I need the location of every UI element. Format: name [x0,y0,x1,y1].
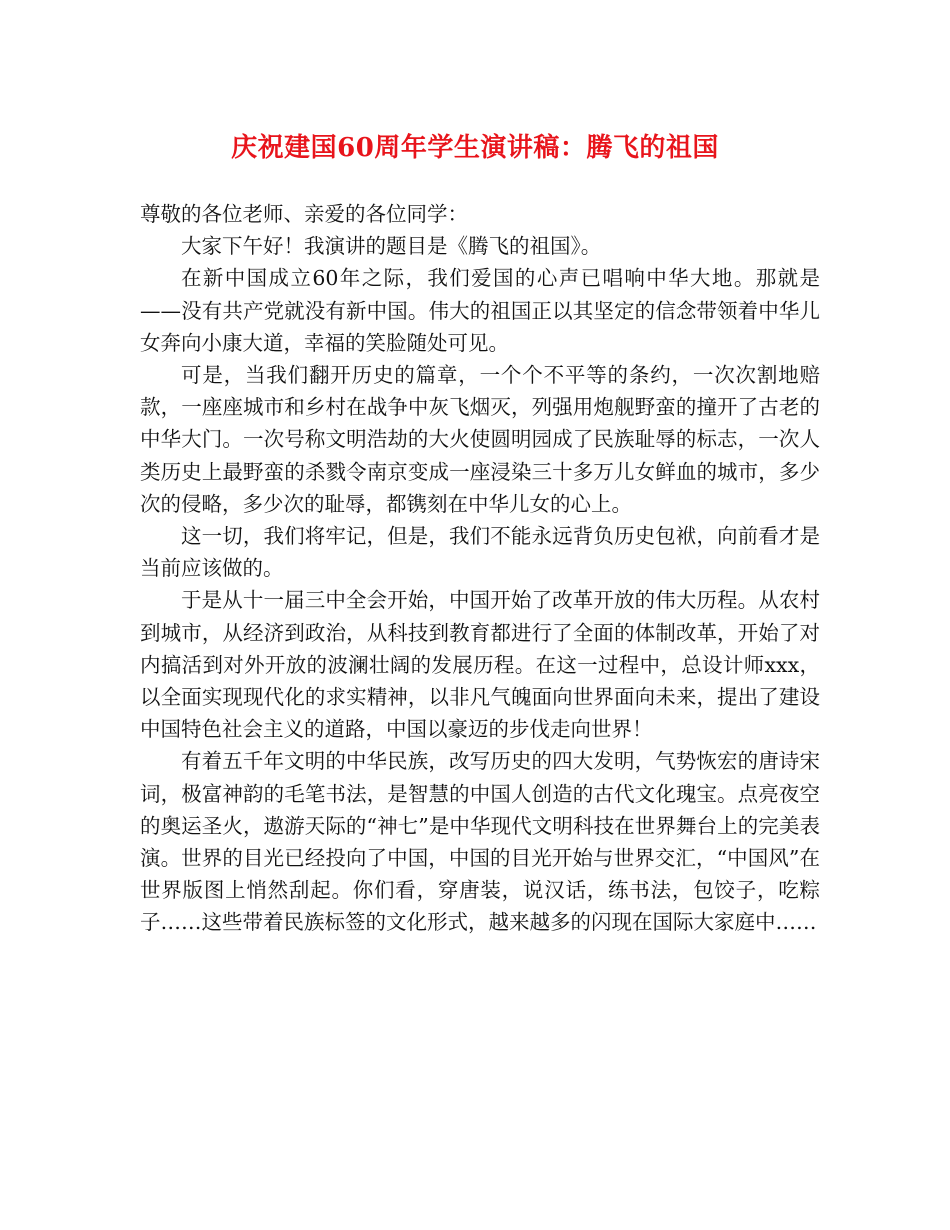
document-body [140,198,820,939]
paragraph-greeting: 大家下午好！我演讲的题目是《腾飞的祖国》。 [181,234,602,259]
paragraph-founding: 在新中国成立60年之际，我们爱国的心声已唱响中华大地。那就是——没有共产党就没有新中国。伟大的祖国正以其坚定的信念带领着中华儿女奔向小康大道，幸福的笑脸随处可见。 [140,266,820,355]
paragraph-look-forward: 这一切，我们将牢记，但是，我们不能永远背负历史包袱，向前看才是当前应该做的。 [140,524,820,581]
paragraph-culture: 有着五千年文明的中华民族，改写历史的四大发明，气势恢宏的唐诗宋词，极富神韵的毛笔书法，是智慧的中国人创造的古代文化瑰宝。点亮夜空的奥运圣火，遨游天际的“神七”是中华现代文明科技在世界舞台上的完美表演。世界的目光已经投向了中国，中国的目光开始与世界交汇，“中国风”在世界版图上悄然刮起。你们看，穿唐装，说汉话，练书法，包饺子，吃粽子……这些带着民族标签的文化形式，越来越多的闪现在国际大家庭中…… [140,749,820,935]
document-title: 庆祝建国60周年学生演讲稿：腾飞的祖国 [231,133,719,163]
salutation: 尊敬的各位老师、亲爱的各位同学： [140,202,468,226]
paragraph-reform: 于是从十一届三中全会开始，中国开始了改革开放的伟大历程。从农村到城市，从经济到政治，从科技到教育都进行了全面的体制改革，开始了对内搞活到对外开放的波澜壮阔的发展历程。在这一过程中，总设计师xxx，以全面实现现代化的求实精神，以非凡气魄面向世界面向未来，提出了建设中国特色社会主义的道路，中国以豪迈的步伐走向世界！ [140,588,820,742]
paragraph-history: 可是，当我们翻开历史的篇章，一个个不平等的条约，一次次割地赔款，一座座城市和乡村在战争中灰飞烟灭，列强用炮舰野蛮的撞开了古老的中华大门。一次号称文明浩劫的大火使圆明园成了民族耻辱的标志，一次人类历史上最野蛮的杀戮令南京变成一座浸染三十多万儿女鲜血的城市，多少次的侵略，多少次的耻辱，都镌刻在中华儿女的心上。 [140,363,820,516]
